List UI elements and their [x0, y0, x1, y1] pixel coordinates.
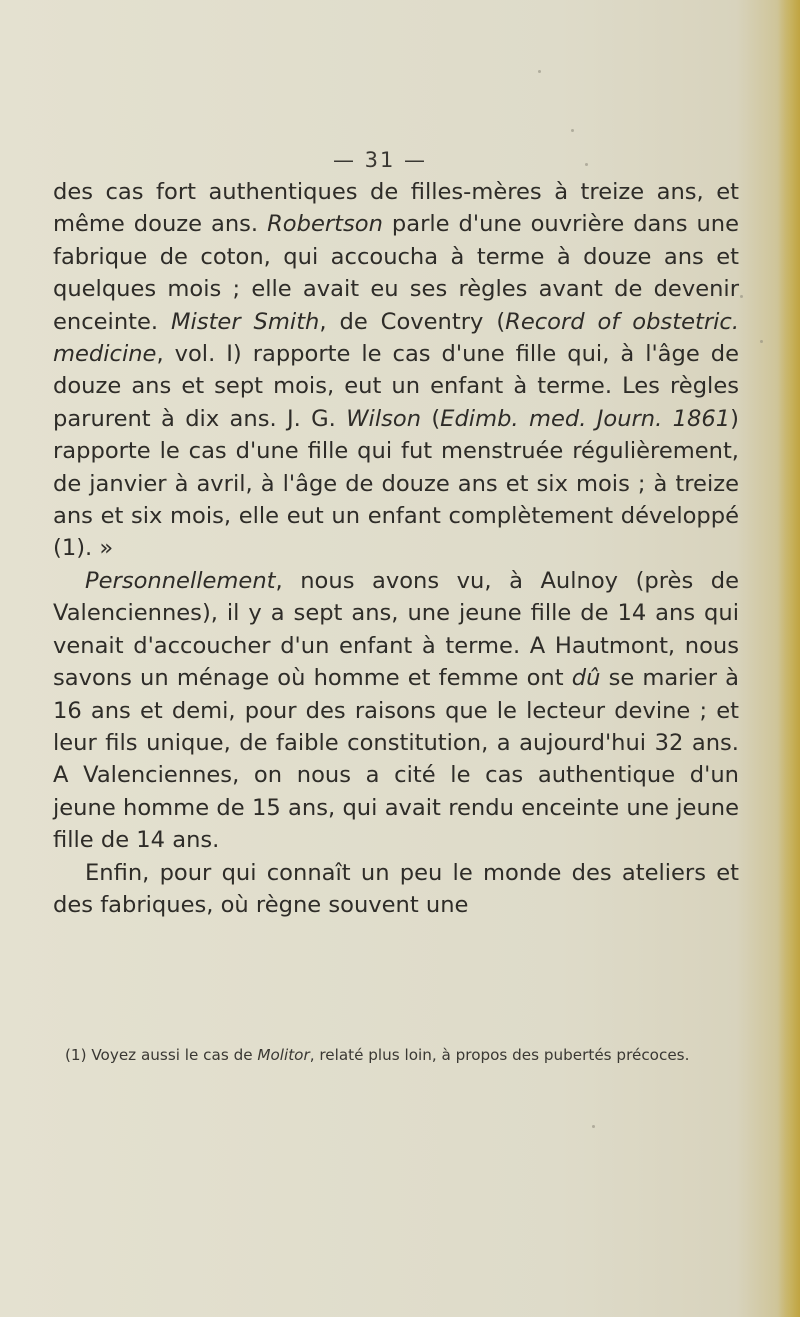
- footnote: [57, 1045, 747, 1065]
- text-run: parle d'une ouvrière dans une fabrique de coton, qui accoucha à terme à douze ans et quelques mois ; elle avait eu ses règles avant de devenir enceinte.: [53, 211, 739, 335]
- ink-speck: [538, 70, 541, 73]
- paragraph-1: [53, 176, 739, 565]
- author-name-robertson: Robertson: [267, 211, 383, 238]
- text-run: des cas fort authentiques de filles-mères à treize ans, et même douze ans.: [53, 179, 739, 238]
- main-text: [53, 176, 739, 921]
- journal-title-edimb: Edimb. med. Journ. 1861: [440, 405, 731, 432]
- page-edge-stain: [778, 0, 800, 1317]
- author-name-wilson: Wilson: [346, 405, 422, 432]
- text-run: (: [421, 405, 441, 432]
- emphasis-personnellement: Personnellement: [85, 567, 276, 594]
- text-run: ) rapporte le cas d'une fille qui fut menstruée régulièrement, de janvier à avril, à l'âge de douze ans et six mois ; à treize ans et six mois, elle eut un enfant complètement développé (1). »: [53, 405, 739, 562]
- footnote-1: [57, 1045, 747, 1065]
- text-run: , de Coventry (: [319, 308, 506, 335]
- journal-title-record: Record of obstetric. medicine: [53, 308, 739, 368]
- ink-speck: [571, 129, 574, 132]
- text-run: , vol. I) rapporte le cas d'une fille qui, à l'âge de douze ans et sept mois, eut un enfant à terme. Les règles parurent à dix ans. J. G.: [53, 341, 739, 432]
- ink-speck: [740, 295, 743, 298]
- paragraph-2: [53, 565, 739, 857]
- text-run: , relaté plus loin, à propos des pubertés précoces.: [309, 1046, 690, 1064]
- ink-speck: [760, 340, 763, 343]
- emphasis-du: dû: [571, 665, 601, 692]
- text-run: , nous avons vu, à Aulnoy (près de Valenciennes), il y a sept ans, une jeune fille de 14 ans qui venait d'accoucher d'un enfant à terme. A Hautmont, nous savons un ménage où homme et femme ont: [53, 567, 739, 692]
- ink-speck: [592, 1125, 595, 1128]
- author-name-molitor: Molitor: [257, 1046, 310, 1064]
- text-run: se marier à 16 ans et demi, pour des raisons que le lecteur devine ; et leur fils unique, de faible constitution, a aujourd'hui 32 ans. A Valenciennes, on nous a cité le cas authentique d'un jeune homme de 15 ans, qui avait rendu enceinte une jeune fille de 14 ans.: [53, 665, 739, 854]
- page-number: — 31 —: [332, 148, 428, 172]
- paragraph-3: [53, 857, 739, 922]
- author-name-smith: Mister Smith: [171, 308, 320, 335]
- text-run: Enfin, pour qui connaît un peu le monde des ateliers et des fabriques, où règne souvent une: [53, 859, 739, 918]
- text-run: (1) Voyez aussi le cas de: [65, 1046, 258, 1064]
